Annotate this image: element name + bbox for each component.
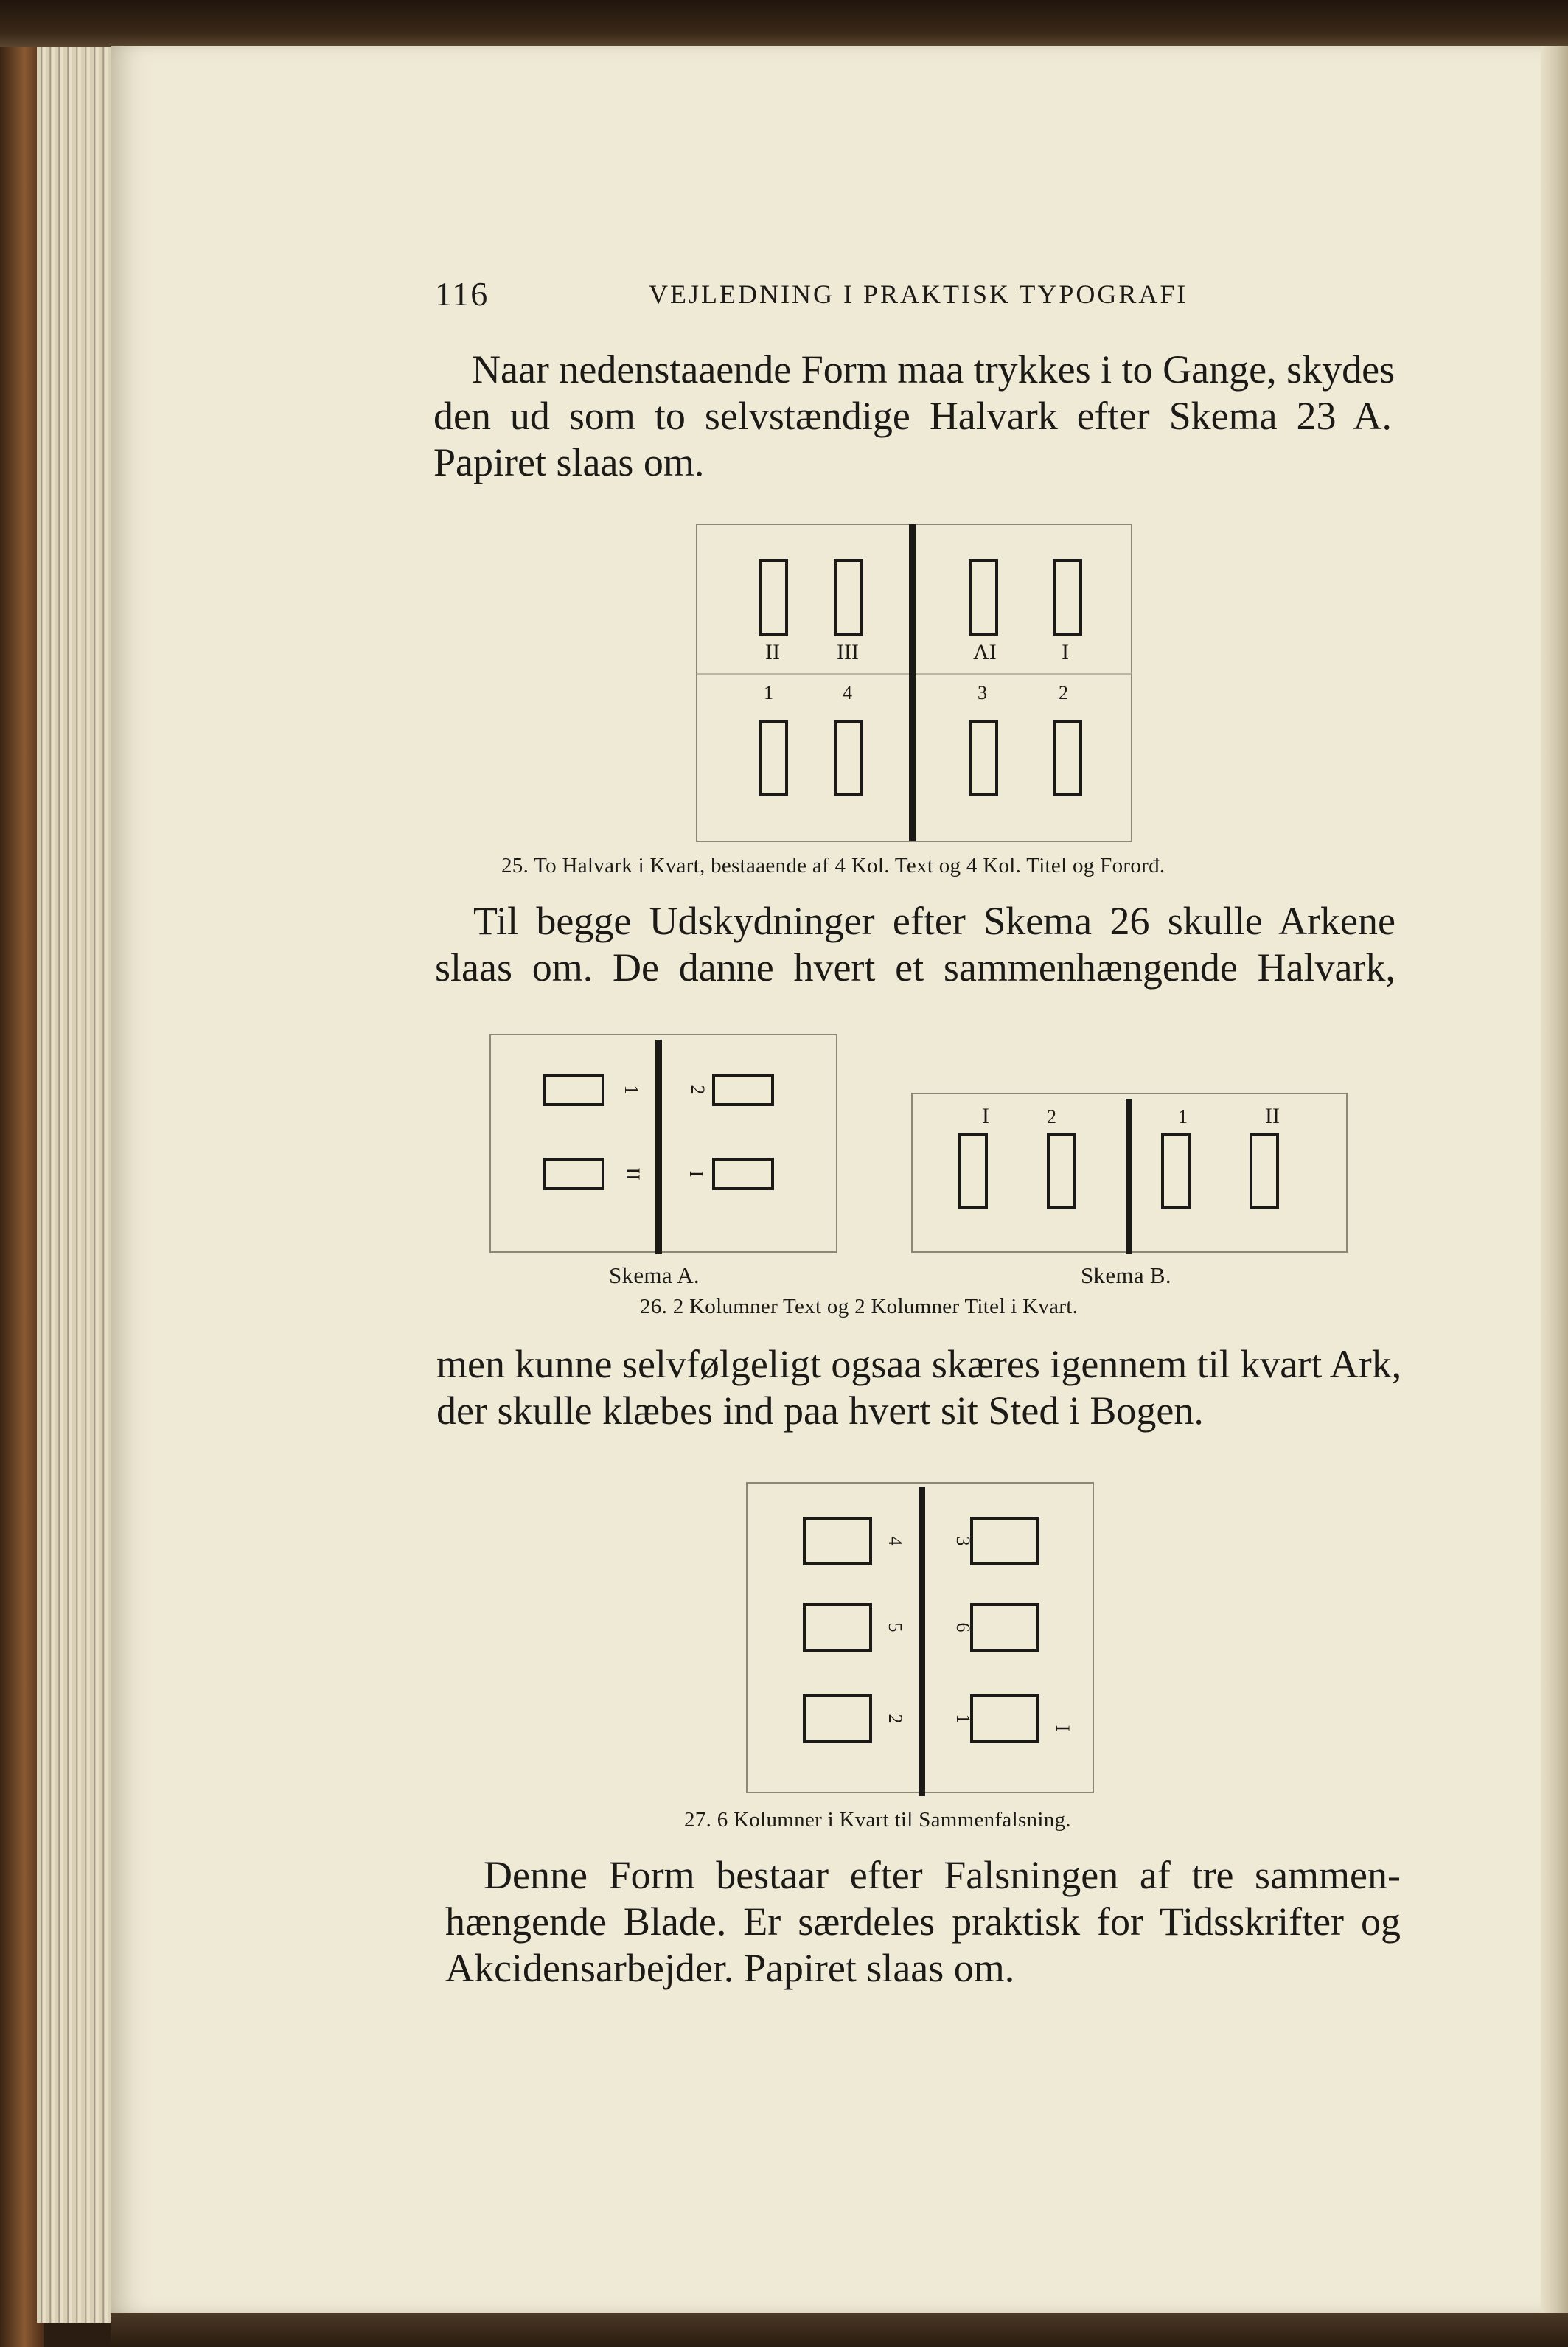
column-box <box>760 721 787 795</box>
column-box <box>714 1075 773 1105</box>
page-edges <box>37 44 118 2323</box>
paragraph-line: Til begge Udskydninger efter Skema 26 skulle Arkene <box>473 899 1395 943</box>
schema-a-diagram <box>487 1031 840 1256</box>
figure-27-diagram <box>743 1479 1097 1796</box>
figure-frame <box>490 1035 837 1252</box>
paragraph-1 <box>433 347 1395 486</box>
column-box <box>760 560 787 634</box>
gutter-bar <box>909 524 916 841</box>
gutter-bar <box>1126 1099 1132 1254</box>
column-label: III <box>837 640 859 664</box>
schema-a-title: Skema A. <box>609 1262 700 1288</box>
paragraph-line: men kunne selvfølgeligt ogsaa skæres igennem til kvart Ark, <box>436 1342 1402 1386</box>
figure-25 <box>693 521 1135 849</box>
figure-26-schema-b <box>908 1090 1351 1259</box>
running-head: VEJLEDNING I PRAKTISK TYPOGRAFI <box>649 279 1188 309</box>
column-label: ΛI <box>973 640 997 664</box>
column-box <box>1054 560 1081 634</box>
page-number: 116 <box>435 275 489 313</box>
column-label: I <box>1062 640 1069 664</box>
page-right-edge <box>1541 46 1568 2313</box>
paragraph-line: Naar nedenstaaende Form maa trykkes i to Gange, skydes <box>472 347 1395 392</box>
column-label: II <box>1265 1104 1280 1128</box>
column-box <box>804 1604 871 1650</box>
column-box <box>804 1518 871 1564</box>
paragraph-line: Papiret slaas om. <box>433 440 705 484</box>
column-label: 1 <box>1178 1106 1188 1127</box>
column-label: 2 <box>885 1714 906 1724</box>
column-box <box>972 1604 1038 1650</box>
column-box <box>960 1134 986 1208</box>
column-label: 1 <box>764 682 773 703</box>
gutter-bar <box>655 1040 662 1254</box>
column-label: I <box>1052 1725 1073 1732</box>
column-box <box>1054 721 1081 795</box>
column-box <box>1251 1134 1278 1208</box>
column-label: 1 <box>952 1714 974 1724</box>
figure-27-caption: 27. 6 Kolumner i Kvart til Sammenfalsning. <box>684 1808 1071 1832</box>
column-label: 4 <box>885 1536 906 1546</box>
column-label: II <box>622 1167 644 1181</box>
column-label: II <box>765 640 780 664</box>
column-label: 2 <box>687 1085 708 1095</box>
figure-27 <box>743 1479 1097 1800</box>
paragraph-line: slaas om. De danne hvert et sammenhængende Halvark, <box>435 945 1395 990</box>
paragraph-3 <box>436 1341 1402 1434</box>
figure-26-caption: 26. 2 Kolumner Text og 2 Kolumner Titel i Kvart. <box>640 1295 1079 1318</box>
book-bottom-edge <box>111 2313 1568 2347</box>
column-box <box>972 1696 1038 1742</box>
paragraph-line: hængende Blade. Er særdeles praktisk for Tidsskrifter og <box>445 1899 1401 1944</box>
column-box <box>544 1075 603 1105</box>
figure-25-caption: 25. To Halvark i Kvart, bestaaende af 4 Kol. Text og 4 Kol. Titel og Fororđ. <box>501 854 1165 877</box>
column-label: 1 <box>621 1085 642 1095</box>
paragraph-line: der skulle klæbes ind paa hvert sit Sted i Bogen. <box>436 1388 1204 1433</box>
column-box <box>1163 1134 1189 1208</box>
gutter-bar <box>919 1487 925 1796</box>
column-label: 5 <box>885 1622 906 1633</box>
paragraph-4 <box>445 1852 1401 1992</box>
column-label: I <box>686 1170 707 1178</box>
column-label: 4 <box>843 682 852 703</box>
book-top-edge <box>0 0 1568 47</box>
figure-25-diagram <box>693 521 1135 845</box>
column-label: I <box>982 1104 989 1128</box>
column-box <box>1048 1134 1075 1208</box>
column-label: 2 <box>1059 682 1068 703</box>
paragraph-line: den ud som to selvstændige Halvark efter Skema 23 A. <box>433 394 1392 438</box>
column-box <box>804 1696 871 1742</box>
schema-b-diagram <box>908 1090 1351 1256</box>
column-box <box>835 721 862 795</box>
column-label: 6 <box>952 1622 974 1633</box>
paragraph-line: Denne Form bestaar efter Falsningen af tre sammen- <box>484 1853 1401 1897</box>
column-box <box>544 1159 603 1189</box>
paragraph-2 <box>435 898 1395 991</box>
figure-26-schema-a <box>487 1031 840 1259</box>
column-box <box>714 1159 773 1189</box>
column-label: 2 <box>1047 1106 1056 1127</box>
column-box <box>972 1518 1038 1564</box>
schema-b-title: Skema B. <box>1081 1262 1171 1288</box>
column-label: 3 <box>978 682 987 703</box>
column-label: 3 <box>952 1536 974 1546</box>
column-box <box>970 560 997 634</box>
column-box <box>970 721 997 795</box>
column-box <box>835 560 862 634</box>
paragraph-line: Akcidensarbejder. Papiret slaas om. <box>445 1946 1015 1990</box>
